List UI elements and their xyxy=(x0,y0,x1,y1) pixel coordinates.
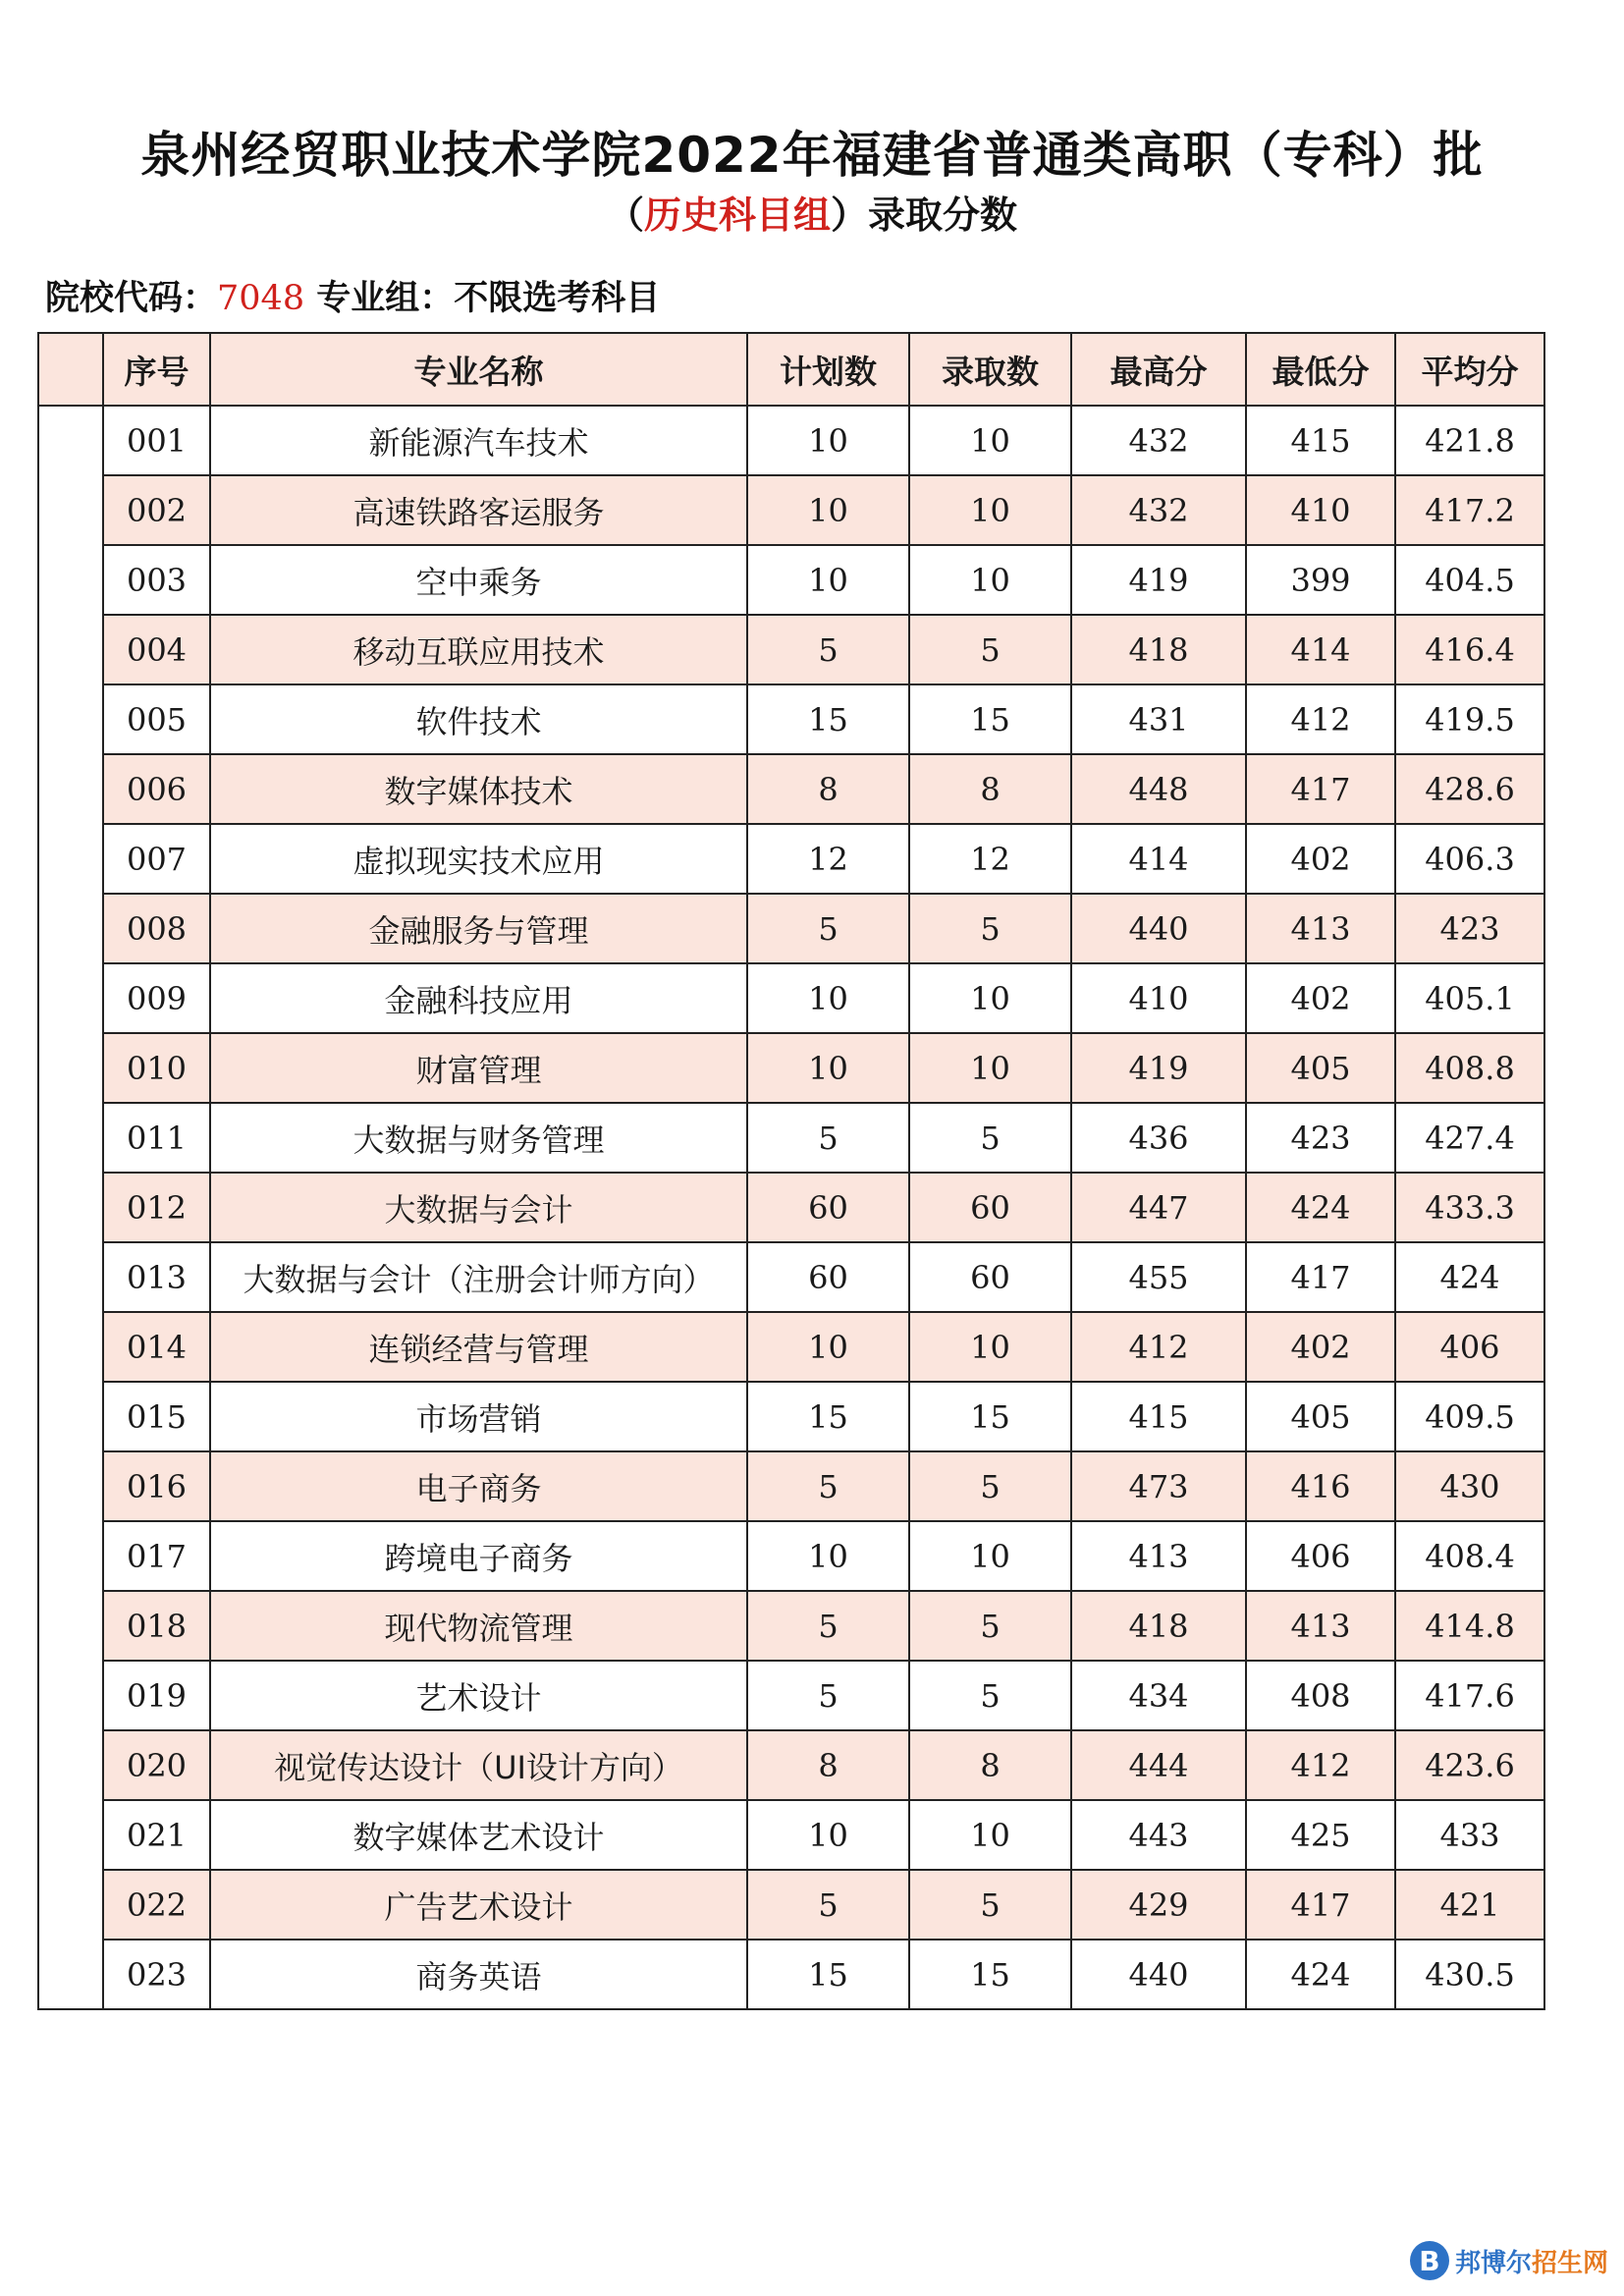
cell-avg-score: 405.1 xyxy=(1395,963,1544,1033)
cell-admitted-count: 5 xyxy=(909,1591,1071,1661)
cell-max-score: 436 xyxy=(1071,1103,1246,1173)
cell-min-score: 402 xyxy=(1246,963,1395,1033)
cell-min-score: 405 xyxy=(1246,1382,1395,1451)
cell-admitted-count: 60 xyxy=(909,1173,1071,1242)
cell-min-score: 412 xyxy=(1246,1730,1395,1800)
table-row xyxy=(38,894,1544,963)
cell-avg-score: 416.4 xyxy=(1395,615,1544,684)
cell-admitted-count: 5 xyxy=(909,615,1071,684)
cell-min-score: 413 xyxy=(1246,1591,1395,1661)
cell-avg-score: 423.6 xyxy=(1395,1730,1544,1800)
cell-admitted-count: 8 xyxy=(909,754,1071,824)
admission-score-table xyxy=(37,332,1545,2010)
cell-major-name: 大数据与会计（注册会计师方向） xyxy=(210,1242,747,1312)
header-avg-score: 平均分 xyxy=(1395,333,1544,406)
header-admitted-count: 录取数 xyxy=(909,333,1071,406)
cell-serial: 018 xyxy=(103,1591,210,1661)
cell-admitted-count: 12 xyxy=(909,824,1071,894)
cell-major-name: 移动互联应用技术 xyxy=(210,615,747,684)
cell-plan-count: 12 xyxy=(747,824,909,894)
cell-plan-count: 10 xyxy=(747,545,909,615)
cell-avg-score: 417.2 xyxy=(1395,475,1544,545)
cell-serial: 002 xyxy=(103,475,210,545)
cell-major-name: 金融科技应用 xyxy=(210,963,747,1033)
cell-admitted-count: 10 xyxy=(909,406,1071,475)
cell-max-score: 429 xyxy=(1071,1870,1246,1940)
cell-avg-score: 430.5 xyxy=(1395,1940,1544,2009)
cell-serial: 009 xyxy=(103,963,210,1033)
table-row xyxy=(38,824,1544,894)
cell-serial: 008 xyxy=(103,894,210,963)
table-row xyxy=(38,1591,1544,1661)
cell-major-name: 连锁经营与管理 xyxy=(210,1312,747,1382)
cell-min-score: 405 xyxy=(1246,1033,1395,1103)
cell-avg-score: 421.8 xyxy=(1395,406,1544,475)
table-row xyxy=(38,963,1544,1033)
cell-serial: 003 xyxy=(103,545,210,615)
cell-major-name: 跨境电子商务 xyxy=(210,1521,747,1591)
cell-serial: 014 xyxy=(103,1312,210,1382)
cell-max-score: 434 xyxy=(1071,1661,1246,1730)
cell-plan-count: 5 xyxy=(747,615,909,684)
cell-avg-score: 419.5 xyxy=(1395,684,1544,754)
table-row xyxy=(38,545,1544,615)
cell-min-score: 406 xyxy=(1246,1521,1395,1591)
cell-serial: 022 xyxy=(103,1870,210,1940)
cell-serial: 001 xyxy=(103,406,210,475)
cell-max-score: 410 xyxy=(1071,963,1246,1033)
cell-plan-count: 5 xyxy=(747,1103,909,1173)
cell-max-score: 448 xyxy=(1071,754,1246,824)
cell-min-score: 416 xyxy=(1246,1451,1395,1521)
cell-major-name: 空中乘务 xyxy=(210,545,747,615)
cell-major-name: 广告艺术设计 xyxy=(210,1870,747,1940)
table-row xyxy=(38,1312,1544,1382)
cell-max-score: 413 xyxy=(1071,1521,1246,1591)
table-header-row xyxy=(38,333,1544,406)
cell-plan-count: 5 xyxy=(747,1870,909,1940)
cell-major-name: 财富管理 xyxy=(210,1033,747,1103)
cell-serial: 021 xyxy=(103,1800,210,1870)
cell-serial: 005 xyxy=(103,684,210,754)
cell-max-score: 419 xyxy=(1071,1033,1246,1103)
cell-min-score: 402 xyxy=(1246,824,1395,894)
cell-serial: 015 xyxy=(103,1382,210,1451)
table-row xyxy=(38,754,1544,824)
cell-admitted-count: 15 xyxy=(909,1382,1071,1451)
cell-serial: 011 xyxy=(103,1103,210,1173)
cell-admitted-count: 60 xyxy=(909,1242,1071,1312)
cell-max-score: 473 xyxy=(1071,1451,1246,1521)
cell-avg-score: 433 xyxy=(1395,1800,1544,1870)
cell-admitted-count: 10 xyxy=(909,1800,1071,1870)
cell-min-score: 414 xyxy=(1246,615,1395,684)
cell-plan-count: 10 xyxy=(747,475,909,545)
cell-admitted-count: 5 xyxy=(909,894,1071,963)
cell-min-score: 402 xyxy=(1246,1312,1395,1382)
table-row xyxy=(38,1730,1544,1800)
cell-major-name: 视觉传达设计（UI设计方向） xyxy=(210,1730,747,1800)
cell-major-name: 大数据与财务管理 xyxy=(210,1103,747,1173)
cell-major-name: 新能源汽车技术 xyxy=(210,406,747,475)
cell-plan-count: 5 xyxy=(747,1661,909,1730)
cell-plan-count: 10 xyxy=(747,1800,909,1870)
cell-admitted-count: 10 xyxy=(909,1033,1071,1103)
major-group-label: 专业组：不限选考科目 xyxy=(304,279,661,318)
cell-plan-count: 5 xyxy=(747,1451,909,1521)
cell-major-name: 商务英语 xyxy=(210,1940,747,2009)
cell-admitted-count: 10 xyxy=(909,475,1071,545)
cell-avg-score: 409.5 xyxy=(1395,1382,1544,1451)
cell-avg-score: 414.8 xyxy=(1395,1591,1544,1661)
cell-min-score: 417 xyxy=(1246,1242,1395,1312)
table-row xyxy=(38,1661,1544,1730)
cell-avg-score: 404.5 xyxy=(1395,545,1544,615)
watermark-text xyxy=(1455,2243,1608,2279)
subtitle-rest: ）录取分数 xyxy=(831,193,1018,237)
cell-serial: 019 xyxy=(103,1661,210,1730)
table-body xyxy=(38,406,1544,2009)
cell-serial: 010 xyxy=(103,1033,210,1103)
header-plan-count: 计划数 xyxy=(747,333,909,406)
cell-serial: 020 xyxy=(103,1730,210,1800)
subtitle-open-paren: （ xyxy=(606,193,644,237)
cell-plan-count: 10 xyxy=(747,1521,909,1591)
cell-max-score: 444 xyxy=(1071,1730,1246,1800)
cell-serial: 006 xyxy=(103,754,210,824)
table-row xyxy=(38,1103,1544,1173)
table-row xyxy=(38,1033,1544,1103)
table-row xyxy=(38,1940,1544,2009)
cell-avg-score: 408.8 xyxy=(1395,1033,1544,1103)
cell-min-score: 417 xyxy=(1246,754,1395,824)
cell-major-name: 电子商务 xyxy=(210,1451,747,1521)
cell-admitted-count: 5 xyxy=(909,1103,1071,1173)
cell-max-score: 447 xyxy=(1071,1173,1246,1242)
cell-max-score: 418 xyxy=(1071,1591,1246,1661)
table-row xyxy=(38,684,1544,754)
cell-avg-score: 406.3 xyxy=(1395,824,1544,894)
cell-plan-count: 60 xyxy=(747,1242,909,1312)
cell-plan-count: 10 xyxy=(747,1312,909,1382)
cell-avg-score: 433.3 xyxy=(1395,1173,1544,1242)
header-min-score: 最低分 xyxy=(1246,333,1395,406)
cell-avg-score: 424 xyxy=(1395,1242,1544,1312)
cell-plan-count: 8 xyxy=(747,1730,909,1800)
cell-major-name: 市场营销 xyxy=(210,1382,747,1451)
table-row xyxy=(38,1870,1544,1940)
cell-avg-score: 427.4 xyxy=(1395,1103,1544,1173)
header-max-score: 最高分 xyxy=(1071,333,1246,406)
cell-plan-count: 10 xyxy=(747,963,909,1033)
cell-min-score: 412 xyxy=(1246,684,1395,754)
table-row xyxy=(38,1800,1544,1870)
cell-plan-count: 10 xyxy=(747,1033,909,1103)
cell-min-score: 425 xyxy=(1246,1800,1395,1870)
cell-admitted-count: 15 xyxy=(909,1940,1071,2009)
school-code: 7048 xyxy=(217,279,305,318)
cell-max-score: 440 xyxy=(1071,1940,1246,2009)
cell-admitted-count: 10 xyxy=(909,963,1071,1033)
table-row xyxy=(38,1242,1544,1312)
cell-min-score: 423 xyxy=(1246,1103,1395,1173)
table-row xyxy=(38,1521,1544,1591)
cell-serial: 016 xyxy=(103,1451,210,1521)
cell-plan-count: 8 xyxy=(747,754,909,824)
cell-serial: 023 xyxy=(103,1940,210,2009)
cell-major-name: 软件技术 xyxy=(210,684,747,754)
cell-max-score: 432 xyxy=(1071,475,1246,545)
cell-max-score: 440 xyxy=(1071,894,1246,963)
subtitle-subject-group: 历史科目组 xyxy=(643,193,831,237)
cell-serial: 007 xyxy=(103,824,210,894)
cell-max-score: 443 xyxy=(1071,1800,1246,1870)
cell-plan-count: 60 xyxy=(747,1173,909,1242)
cell-avg-score: 421 xyxy=(1395,1870,1544,1940)
table-row xyxy=(38,475,1544,545)
cell-max-score: 418 xyxy=(1071,615,1246,684)
cell-max-score: 415 xyxy=(1071,1382,1246,1451)
cell-admitted-count: 8 xyxy=(909,1730,1071,1800)
cell-avg-score: 408.4 xyxy=(1395,1521,1544,1591)
cell-plan-count: 15 xyxy=(747,1382,909,1451)
page-title: 泉州经贸职业技术学院2022年福建省普通类高职（专科）批 xyxy=(140,127,1484,184)
cell-major-name: 虚拟现实技术应用 xyxy=(210,824,747,894)
cell-min-score: 417 xyxy=(1246,1870,1395,1940)
cell-admitted-count: 5 xyxy=(909,1661,1071,1730)
cell-min-score: 424 xyxy=(1246,1173,1395,1242)
cell-max-score: 455 xyxy=(1071,1242,1246,1312)
cell-major-name: 数字媒体艺术设计 xyxy=(210,1800,747,1870)
cell-max-score: 432 xyxy=(1071,406,1246,475)
cell-plan-count: 10 xyxy=(747,406,909,475)
cell-min-score: 408 xyxy=(1246,1661,1395,1730)
cell-max-score: 412 xyxy=(1071,1312,1246,1382)
page-subtitle xyxy=(0,185,1624,239)
cell-major-name: 数字媒体技术 xyxy=(210,754,747,824)
cell-admitted-count: 5 xyxy=(909,1451,1071,1521)
cell-major-name: 大数据与会计 xyxy=(210,1173,747,1242)
cell-avg-score: 428.6 xyxy=(1395,754,1544,824)
cell-avg-score: 417.6 xyxy=(1395,1661,1544,1730)
header-blank xyxy=(38,333,103,406)
cell-plan-count: 15 xyxy=(747,1940,909,2009)
cell-plan-count: 5 xyxy=(747,1591,909,1661)
cell-admitted-count: 15 xyxy=(909,684,1071,754)
cell-admitted-count: 10 xyxy=(909,545,1071,615)
school-info xyxy=(45,271,660,320)
cell-avg-score: 430 xyxy=(1395,1451,1544,1521)
watermark-text-orange: 招生网 xyxy=(1531,2248,1608,2278)
cell-max-score: 431 xyxy=(1071,684,1246,754)
cell-serial: 012 xyxy=(103,1173,210,1242)
cell-avg-score: 423 xyxy=(1395,894,1544,963)
table-row xyxy=(38,1382,1544,1451)
cell-admitted-count: 5 xyxy=(909,1870,1071,1940)
cell-major-name: 金融服务与管理 xyxy=(210,894,747,963)
cell-avg-score: 406 xyxy=(1395,1312,1544,1382)
watermark xyxy=(1410,2241,1608,2280)
school-code-label: 院校代码： xyxy=(45,279,218,318)
cell-admitted-count: 10 xyxy=(909,1312,1071,1382)
cell-major-name: 艺术设计 xyxy=(210,1661,747,1730)
cell-serial: 013 xyxy=(103,1242,210,1312)
table-row xyxy=(38,615,1544,684)
cell-max-score: 419 xyxy=(1071,545,1246,615)
cell-serial: 004 xyxy=(103,615,210,684)
cell-plan-count: 5 xyxy=(747,894,909,963)
cell-admitted-count: 10 xyxy=(909,1521,1071,1591)
table-row xyxy=(38,406,1544,475)
watermark-text-blue: 邦博尔 xyxy=(1454,2248,1532,2278)
cell-plan-count: 15 xyxy=(747,684,909,754)
cell-max-score: 414 xyxy=(1071,824,1246,894)
cell-min-score: 413 xyxy=(1246,894,1395,963)
cell-major-name: 现代物流管理 xyxy=(210,1591,747,1661)
table-row xyxy=(38,1451,1544,1521)
blank-column-cell xyxy=(38,406,103,2009)
cell-min-score: 410 xyxy=(1246,475,1395,545)
cell-serial: 017 xyxy=(103,1521,210,1591)
cell-min-score: 415 xyxy=(1246,406,1395,475)
header-major-name: 专业名称 xyxy=(210,333,747,406)
table-row xyxy=(38,1173,1544,1242)
cell-major-name: 高速铁路客运服务 xyxy=(210,475,747,545)
watermark-logo-icon: B xyxy=(1410,2241,1449,2280)
header-serial: 序号 xyxy=(103,333,210,406)
cell-min-score: 399 xyxy=(1246,545,1395,615)
cell-min-score: 424 xyxy=(1246,1940,1395,2009)
